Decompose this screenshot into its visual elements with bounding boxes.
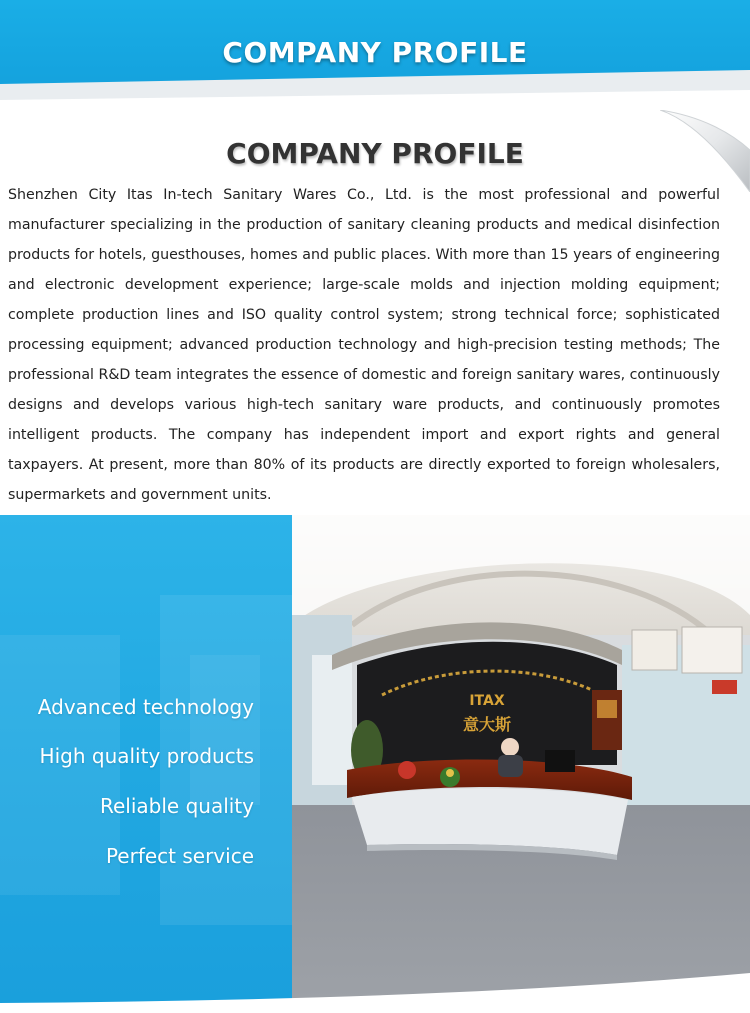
top-banner <box>0 0 750 118</box>
sign-brand-text: 意大斯 <box>462 715 512 734</box>
section-title: COMPANY PROFILE <box>226 137 524 170</box>
feature-reliable-quality: Reliable quality <box>99 794 254 818</box>
company-description: Shenzhen City Itas In-tech Sanitary Wares Co., Ltd. is the most professional and powerful manufacturer specializing in the production of sanitary cleaning products and medical disinfection products for hotels, guesthouses, homes and public places. With more than 15 years of engineering and electronic development experience; large-scale molds and injection molding equipment; complete production lines and ISO quality control system; strong technical force; sophisticated processing equipment; advanced production technology and high-precision testing methods; The professional R&D team integrates the essence of domestic and foreign sanitary wares, continuously designs and develops various high-tech sanitary ware products, and continuously promotes intelligent products. The company has independent import and export rights and general taxpayers. At present, more than 80% of its products are directly exported to foreign wholesalers, supermarkets and government units. <box>8 187 720 503</box>
feature-advanced-technology: Advanced technology <box>37 695 254 719</box>
sign-logo-text: ITAX <box>469 693 505 709</box>
reception-photo-illustration <box>292 515 750 1013</box>
reception-hall-photo <box>292 515 750 1013</box>
feature-perfect-service: Perfect service <box>105 844 254 868</box>
feature-high-quality-products: High quality products <box>39 744 254 768</box>
photo-section <box>0 515 750 1013</box>
features-panel <box>0 515 292 1013</box>
bottom-white-wave <box>0 973 750 1013</box>
banner-title: COMPANY PROFILE <box>222 36 528 69</box>
